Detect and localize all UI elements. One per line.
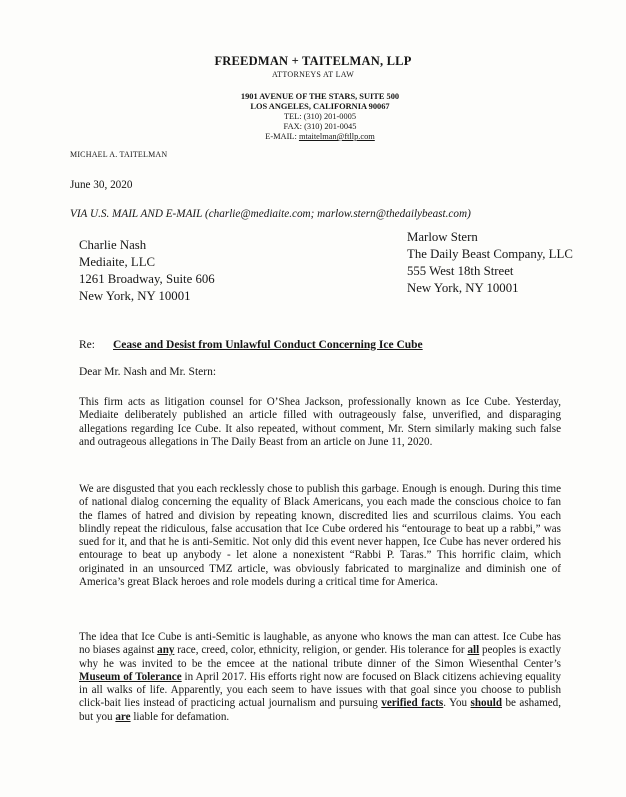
p3-text-c: peoples is exactly why he was invited to be the emcee at the national tribute dinner of the Simon Wiesenthal Center’s xyxy=(79,644,562,670)
p3-text-g: liable for defamation. xyxy=(130,710,230,723)
p3-emphasis-all: all xyxy=(467,644,480,657)
paragraph-3 xyxy=(79,631,561,724)
p3-emphasis-any: any xyxy=(157,644,175,657)
re-line xyxy=(79,339,423,351)
recipient-2-street: 555 West 18th Street xyxy=(407,264,514,278)
p3-text-e: . You xyxy=(443,697,471,710)
recipient-1-address xyxy=(79,237,215,305)
salutation: Dear Mr. Nash and Mr. Stern: xyxy=(79,366,217,378)
recipient-1-street: 1261 Broadway, Suite 606 xyxy=(79,272,215,286)
p3-text-a: The idea that Ice Cube is anti-Semitic is laughable, as anyone who knows the man can attest. Ice Cube has no biases against xyxy=(79,631,561,657)
firm-name: FREEDMAN + TAITELMAN, LLP xyxy=(214,54,412,68)
address-line2: LOS ANGELES, CALIFORNIA 90067 xyxy=(250,102,390,111)
recipient-2-name: Marlow Stern xyxy=(407,230,478,244)
recipient-1-org: Mediaite, LLC xyxy=(79,255,156,269)
p3-text-f: be ashamed, but you xyxy=(79,697,561,723)
re-label: Re: xyxy=(79,339,95,351)
p3-text-d: in April 2017. His efforts right now are focused on Black citizens achieving equality in all walks of life. Apparently, you each seem to have issues with that goal since you choose to publish click-bait lies instead of practicing actual journalism and pursuing xyxy=(79,670,561,710)
delivery-method: VIA U.S. MAIL AND E-MAIL (charlie@mediaite.com; marlow.stern@thedailybeast.com) xyxy=(70,208,471,220)
recipient-2-address xyxy=(407,229,573,297)
address-line1: 1901 AVENUE OF THE STARS, SUITE 500 xyxy=(240,92,400,101)
p3-text-b: race, creed, color, ethnicity, religion, or gender. His tolerance for xyxy=(174,644,468,657)
paragraph-2: We are disgusted that you each recklessly chose to publish this garbage. Enough is enough. During this time of national dialog concerning the equality of Black Americans, you each made the conscious choice to fan the flames of hatred and division by repeating known, discredited lies and scurrilous claims. You each blindly repeat the ridiculous, false accusation that Ice Cube ordered his “entourage to beat up a rabbi,” was sued for it, and that he is anti-Semitic. Not only did this event never happen, Ice Cube has never ordered his entourage to beat up anybody - let alone a nonexistent “Rabbi P. Taras.” This horrific claim, which originated in an unsourced TMZ article, was obviously fabricated to marginalize and diminish one of America’s great Black heroes and role models during a critical time for America. xyxy=(79,483,561,589)
re-subject: Cease and Desist from Unlawful Conduct Concerning Ice Cube xyxy=(113,339,423,351)
firm-address xyxy=(240,92,400,142)
attorney-name: MICHAEL A. TAITELMAN xyxy=(70,150,168,159)
email-label: E-MAIL: xyxy=(265,132,299,141)
recipient-2-city: New York, NY 10001 xyxy=(407,281,519,295)
letter-date: June 30, 2020 xyxy=(70,179,133,191)
email-line xyxy=(240,132,400,142)
p3-emphasis-are: are xyxy=(115,710,131,723)
p3-emphasis-should: should xyxy=(470,697,503,710)
paragraph-1: This firm acts as litigation counsel for O’Shea Jackson, professionally known as Ice Cube. Yesterday, Mediaite deliberately published an article filled with outrageously false, unverified, and disparaging allegations regarding Ice Cube. It also repeated, without comment, Mr. Stern similarly making such false and outrageous allegations in The Daily Beast from an article on June 11, 2020. xyxy=(79,396,561,448)
recipient-1-name: Charlie Nash xyxy=(79,238,147,252)
p3-emphasis-museum: Museum of Tolerance xyxy=(79,670,182,683)
firm-subtitle: ATTORNEYS AT LAW xyxy=(271,70,355,79)
telephone: TEL: (310) 201-0005 xyxy=(283,112,357,121)
recipient-2-org: The Daily Beast Company, LLC xyxy=(407,247,573,261)
letterhead xyxy=(0,54,626,79)
fax: FAX: (310) 201-0045 xyxy=(283,122,357,131)
email-link[interactable]: mtaitelman@ftllp.com xyxy=(298,132,375,141)
p3-emphasis-verified-facts: verified facts xyxy=(381,697,444,710)
recipient-1-city: New York, NY 10001 xyxy=(79,289,191,303)
